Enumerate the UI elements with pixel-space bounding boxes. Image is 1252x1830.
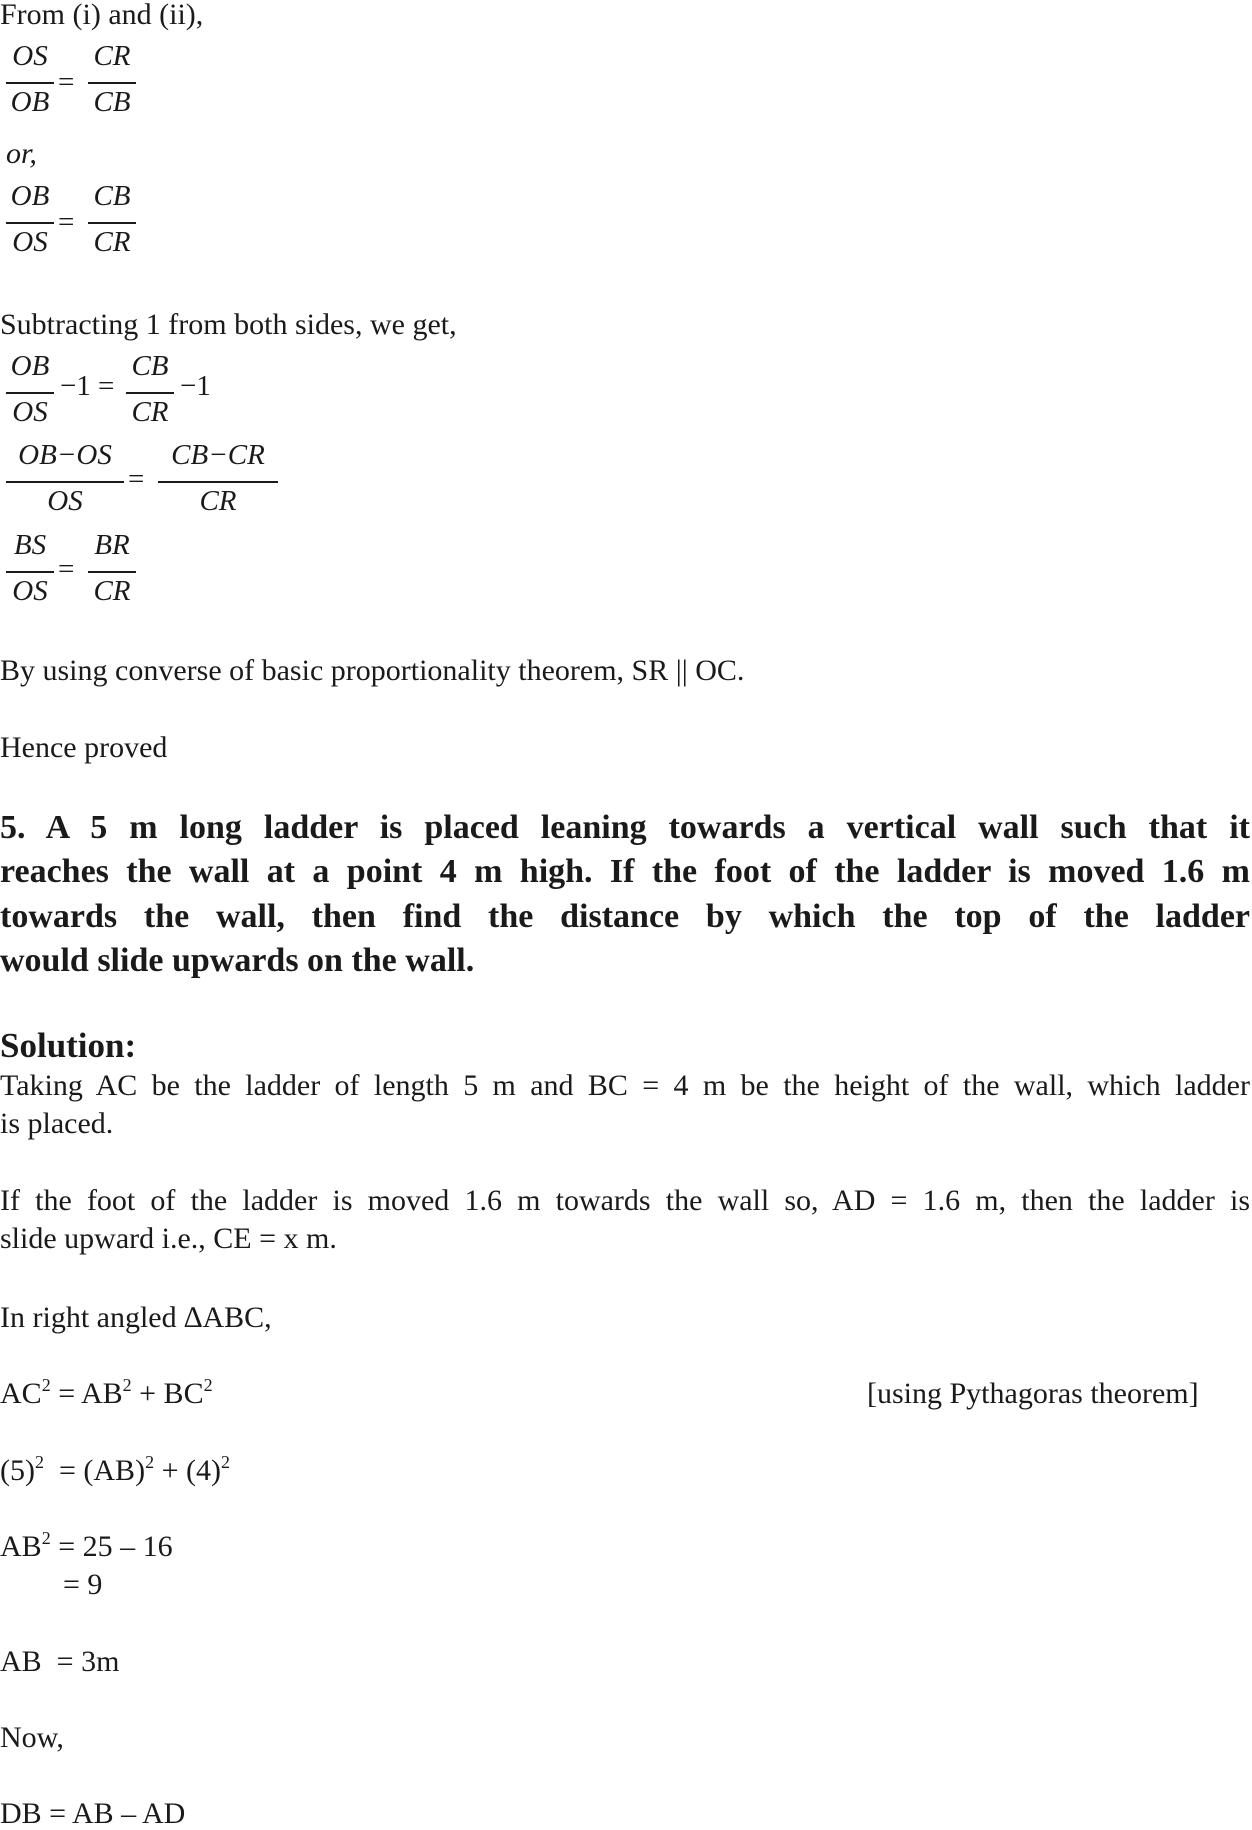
exponent: 2 xyxy=(220,1452,230,1472)
ab-squared-equation xyxy=(0,1528,173,1563)
question-line: reaches the wall at a point 4 m high. If the foot of the ladder is moved 1.6 m xyxy=(0,853,1250,890)
or-text: or, xyxy=(6,137,37,170)
denominator: CB xyxy=(93,86,131,118)
paragraph-line: Taking AC be the ladder of length 5 m and BC = 4 m be the height of the wall, which ladder xyxy=(0,1069,1250,1102)
question-line: 5. A 5 m long ladder is placed leaning towards a vertical wall such that it xyxy=(0,809,1250,846)
ab-squared-result: = 9 xyxy=(63,1568,103,1601)
denominator: OS xyxy=(12,226,48,258)
fraction-bar xyxy=(88,82,136,84)
fraction-bar xyxy=(158,481,278,483)
equals-sign: = xyxy=(98,370,115,402)
exponent: 2 xyxy=(145,1452,155,1472)
numerator: CB xyxy=(93,180,131,212)
term: = (AB) xyxy=(43,1454,146,1487)
intro-text: From (i) and (ii), xyxy=(0,0,204,31)
subtracting-text: Subtracting 1 from both sides, we get, xyxy=(0,308,457,341)
term: = 25 – 16 xyxy=(50,1530,173,1563)
exponent: 2 xyxy=(41,1375,51,1395)
exponent: 2 xyxy=(34,1452,44,1472)
denominator: CR xyxy=(131,396,169,428)
exponent: 2 xyxy=(41,1528,51,1548)
fraction-bar xyxy=(88,222,136,224)
term: + (4) xyxy=(154,1454,221,1487)
denominator: CR xyxy=(93,575,131,607)
minus-one: −1 xyxy=(60,370,91,402)
fraction-bar xyxy=(126,392,174,394)
fraction-bar xyxy=(6,571,54,573)
term: = AB xyxy=(50,1377,123,1410)
numerator: OS xyxy=(12,40,48,72)
denominator: CR xyxy=(93,226,131,258)
fraction-bar xyxy=(6,392,54,394)
equals-sign: = xyxy=(128,463,145,495)
solution-heading: Solution: xyxy=(0,1026,137,1065)
hence-proved: Hence proved xyxy=(0,731,168,764)
pythagoras-equation xyxy=(0,1375,213,1410)
paragraph-line: is placed. xyxy=(0,1107,114,1140)
now-text: Now, xyxy=(0,1721,64,1754)
fraction-bar xyxy=(6,82,54,84)
exponent: 2 xyxy=(203,1375,213,1395)
question-line: towards the wall, then find the distance by which the top of the ladder xyxy=(0,898,1250,935)
numerator: OB xyxy=(10,180,50,212)
term: AB xyxy=(0,1530,42,1563)
numerator: OB−OS xyxy=(18,439,112,471)
term: (5) xyxy=(0,1454,35,1487)
converse-statement: By using converse of basic proportionality theorem, SR || OC. xyxy=(0,654,745,687)
pythagoras-note: [using Pythagoras theorem] xyxy=(867,1377,1199,1410)
numerator: BR xyxy=(94,529,130,561)
numerator: BS xyxy=(13,529,47,561)
numerator: CB−CR xyxy=(171,439,265,471)
substitution-equation xyxy=(0,1452,230,1487)
denominator: OS xyxy=(12,396,48,428)
equals-sign: = xyxy=(58,66,75,98)
term: AC xyxy=(0,1377,42,1410)
db-equation: DB = AB – AD xyxy=(0,1797,186,1830)
fraction-bar xyxy=(6,481,124,483)
numerator: CB xyxy=(131,350,169,382)
denominator: OS xyxy=(12,575,48,607)
paragraph-line: If the foot of the ladder is moved 1.6 m towards the wall so, AD = 1.6 m, then the ladder is xyxy=(0,1184,1250,1217)
fraction-bar xyxy=(6,222,54,224)
denominator: CR xyxy=(199,485,237,517)
denominator: OB xyxy=(10,86,50,118)
equals-sign: = xyxy=(58,553,75,585)
exponent: 2 xyxy=(122,1375,132,1395)
right-angled-text: In right angled ∆ABC, xyxy=(0,1301,272,1334)
denominator: OS xyxy=(47,485,83,517)
minus-one: −1 xyxy=(180,370,211,402)
question-line: would slide upwards on the wall. xyxy=(0,942,475,979)
paragraph-line: slide upward i.e., CE = x m. xyxy=(0,1222,337,1255)
ab-result: AB = 3m xyxy=(0,1645,120,1678)
fraction-bar xyxy=(88,571,136,573)
numerator: CR xyxy=(93,40,131,72)
equals-sign: = xyxy=(58,206,75,238)
numerator: OB xyxy=(10,350,50,382)
term: + BC xyxy=(131,1377,204,1410)
